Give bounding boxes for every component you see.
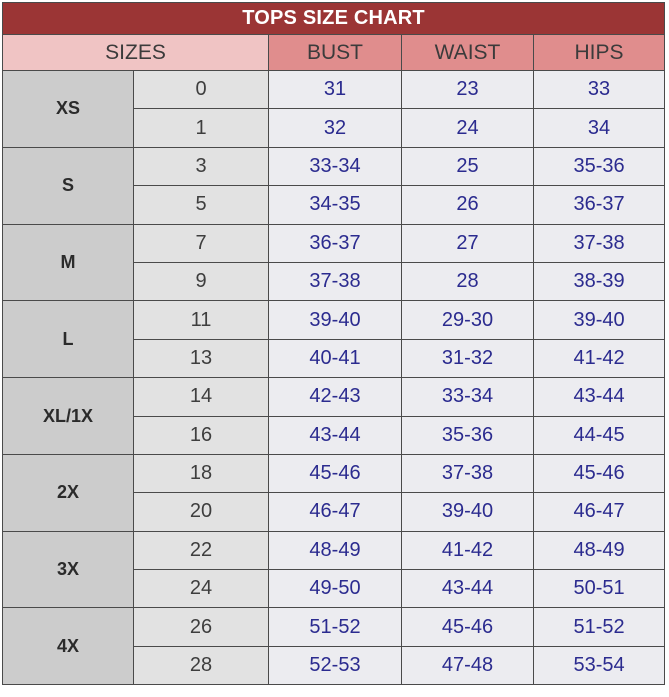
size-letter: 3X (3, 531, 134, 608)
bust-value: 31 (269, 71, 402, 109)
table-row (3, 531, 665, 569)
size-chart-body (3, 71, 665, 685)
size-number: 14 (134, 378, 269, 416)
size-number: 22 (134, 531, 269, 569)
size-letter: L (3, 301, 134, 378)
bust-value: 52-53 (269, 646, 402, 684)
table-row (3, 301, 665, 339)
hips-value: 53-54 (534, 646, 665, 684)
waist-value: 23 (402, 71, 534, 109)
bust-header: BUST (269, 35, 402, 71)
sizes-header: SIZES (3, 35, 269, 71)
hips-value: 39-40 (534, 301, 665, 339)
table-row (3, 454, 665, 492)
bust-value: 40-41 (269, 339, 402, 377)
hips-value: 45-46 (534, 454, 665, 492)
waist-value: 39-40 (402, 493, 534, 531)
size-letter: M (3, 224, 134, 301)
hips-value: 50-51 (534, 570, 665, 608)
size-number: 26 (134, 608, 269, 646)
hips-value: 51-52 (534, 608, 665, 646)
size-letter: XS (3, 71, 134, 148)
waist-header: WAIST (402, 35, 534, 71)
table-row (3, 224, 665, 262)
waist-value: 41-42 (402, 531, 534, 569)
size-number: 20 (134, 493, 269, 531)
bust-value: 32 (269, 109, 402, 147)
size-number: 18 (134, 454, 269, 492)
table-row (3, 608, 665, 646)
table-row (3, 147, 665, 185)
waist-value: 24 (402, 109, 534, 147)
size-number: 11 (134, 301, 269, 339)
size-number: 13 (134, 339, 269, 377)
size-letter: XL/1X (3, 378, 134, 455)
size-number: 28 (134, 646, 269, 684)
size-number: 3 (134, 147, 269, 185)
size-letter: 4X (3, 608, 134, 685)
size-chart (2, 2, 664, 685)
bust-value: 42-43 (269, 378, 402, 416)
hips-value: 33 (534, 71, 665, 109)
waist-value: 28 (402, 262, 534, 300)
bust-value: 49-50 (269, 570, 402, 608)
size-number: 24 (134, 570, 269, 608)
hips-value: 38-39 (534, 262, 665, 300)
hips-value: 34 (534, 109, 665, 147)
table-row (3, 378, 665, 416)
hips-value: 35-36 (534, 147, 665, 185)
size-number: 7 (134, 224, 269, 262)
bust-value: 34-35 (269, 186, 402, 224)
bust-value: 45-46 (269, 454, 402, 492)
waist-value: 37-38 (402, 454, 534, 492)
bust-value: 43-44 (269, 416, 402, 454)
waist-value: 33-34 (402, 378, 534, 416)
bust-value: 39-40 (269, 301, 402, 339)
hips-value: 44-45 (534, 416, 665, 454)
hips-value: 43-44 (534, 378, 665, 416)
waist-value: 29-30 (402, 301, 534, 339)
bust-value: 37-38 (269, 262, 402, 300)
waist-value: 25 (402, 147, 534, 185)
size-letter: S (3, 147, 134, 224)
size-chart-table (2, 2, 665, 685)
bust-value: 33-34 (269, 147, 402, 185)
waist-value: 31-32 (402, 339, 534, 377)
bust-value: 48-49 (269, 531, 402, 569)
hips-value: 41-42 (534, 339, 665, 377)
size-number: 16 (134, 416, 269, 454)
waist-value: 45-46 (402, 608, 534, 646)
bust-value: 36-37 (269, 224, 402, 262)
waist-value: 26 (402, 186, 534, 224)
hips-value: 36-37 (534, 186, 665, 224)
hips-header: HIPS (534, 35, 665, 71)
size-number: 0 (134, 71, 269, 109)
waist-value: 27 (402, 224, 534, 262)
bust-value: 51-52 (269, 608, 402, 646)
size-letter: 2X (3, 454, 134, 531)
waist-value: 35-36 (402, 416, 534, 454)
size-number: 9 (134, 262, 269, 300)
waist-value: 47-48 (402, 646, 534, 684)
hips-value: 46-47 (534, 493, 665, 531)
size-number: 5 (134, 186, 269, 224)
size-number: 1 (134, 109, 269, 147)
bust-value: 46-47 (269, 493, 402, 531)
waist-value: 43-44 (402, 570, 534, 608)
chart-title: TOPS SIZE CHART (3, 3, 665, 35)
hips-value: 48-49 (534, 531, 665, 569)
table-row (3, 71, 665, 109)
hips-value: 37-38 (534, 224, 665, 262)
